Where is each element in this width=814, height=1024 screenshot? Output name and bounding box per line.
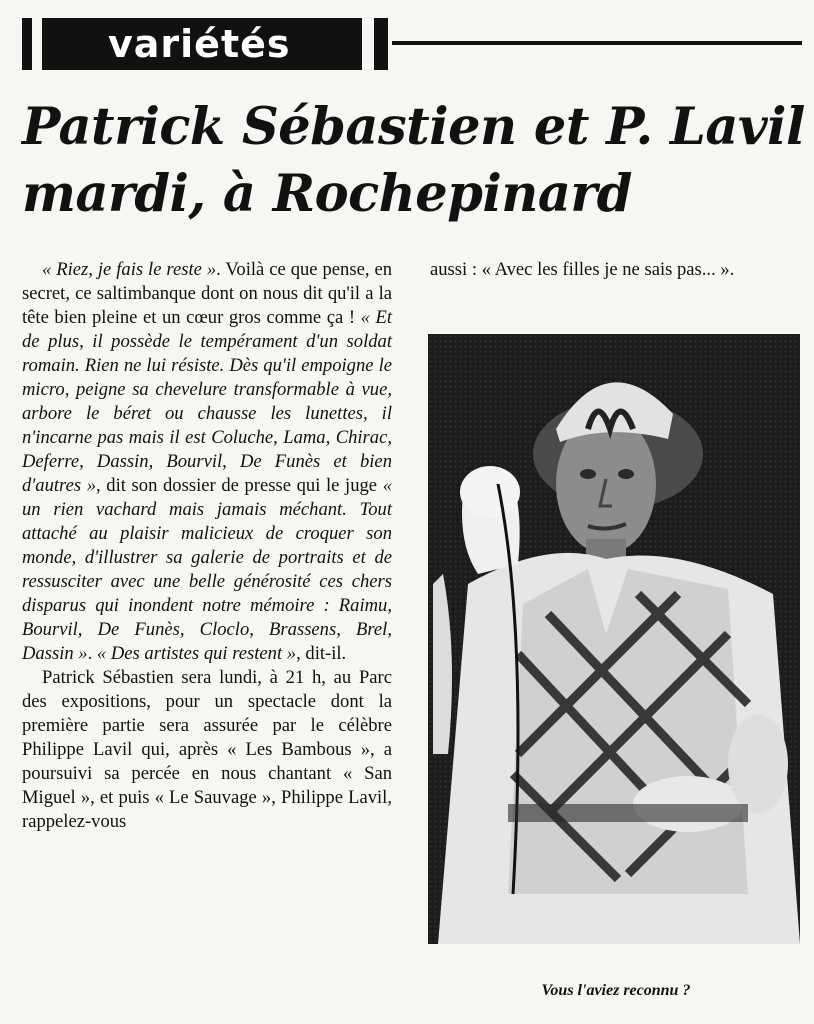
quote-run: « un rien vachard mais jamais méchant. Tout attaché au plaisir malicieux de croquer son monde, d'illustrer sa galerie de portraits et de ressusciter avec une belle générosité ces chers disparus qui inondent notre mémoire : Raimu, Bourvil, De Funès, Cloclo, Brassens, Brel, Dassin » bbox=[22, 475, 392, 664]
rubric-label: variétés bbox=[108, 22, 291, 66]
rubric-box bbox=[42, 18, 362, 70]
article-paragraph-1 bbox=[22, 258, 392, 666]
text-run: , dit son dossier de presse qui le juge bbox=[96, 475, 383, 496]
performer-photo bbox=[428, 334, 800, 944]
text-run: . bbox=[87, 643, 97, 664]
rubric-bar-left bbox=[22, 18, 32, 70]
headline bbox=[22, 94, 812, 228]
quote-run: « Des artistes qui restent » bbox=[96, 643, 297, 664]
rubric-bar-right bbox=[374, 18, 388, 70]
text-run: . Voilà ce que pense, en secret, ce saltimbanque dont on nous dit qu'il a la tête bien pleine et un cœur gros comme ça ! bbox=[22, 259, 392, 328]
article-column-left bbox=[22, 258, 392, 834]
quote-run: « Riez, je fais le reste » bbox=[42, 259, 217, 280]
rubric-rule bbox=[392, 41, 802, 45]
text-run: , dit-il. bbox=[296, 643, 347, 664]
quote-run: « Et de plus, il possède le tempérament d'un soldat romain. Rien ne lui résiste. Dès qu'il empoigne le micro, peigne sa chevelure transformable à vue, arbore le béret ou chausse les lunettes, il n'incarne pas mais il est Coluche, Lama, Chirac, Deferre, Dassin, Bourvil, De Funès et bien d'autres » bbox=[22, 307, 392, 496]
photo-caption: Vous l'aviez reconnu ? bbox=[541, 982, 691, 999]
article-column-right: aussi : « Avec les filles je ne sais pas... ». bbox=[430, 259, 735, 280]
performer-illustration bbox=[428, 334, 800, 944]
article-paragraph-2: Patrick Sébastien sera lundi, à 21 h, au Parc des expositions, pour un spectacle dont la première partie sera assurée par le célèbre Philippe Lavil qui, après « Les Bambous », a poursuivi sa percée en nous chantant « San Miguel », et puis « Le Sauvage », Philippe Lavil, rappelez-vous bbox=[22, 667, 392, 832]
headline-line-1: Patrick Sébastien et P. Lavil bbox=[22, 97, 805, 157]
headline-line-2: mardi, à Rochepinard bbox=[22, 164, 632, 224]
